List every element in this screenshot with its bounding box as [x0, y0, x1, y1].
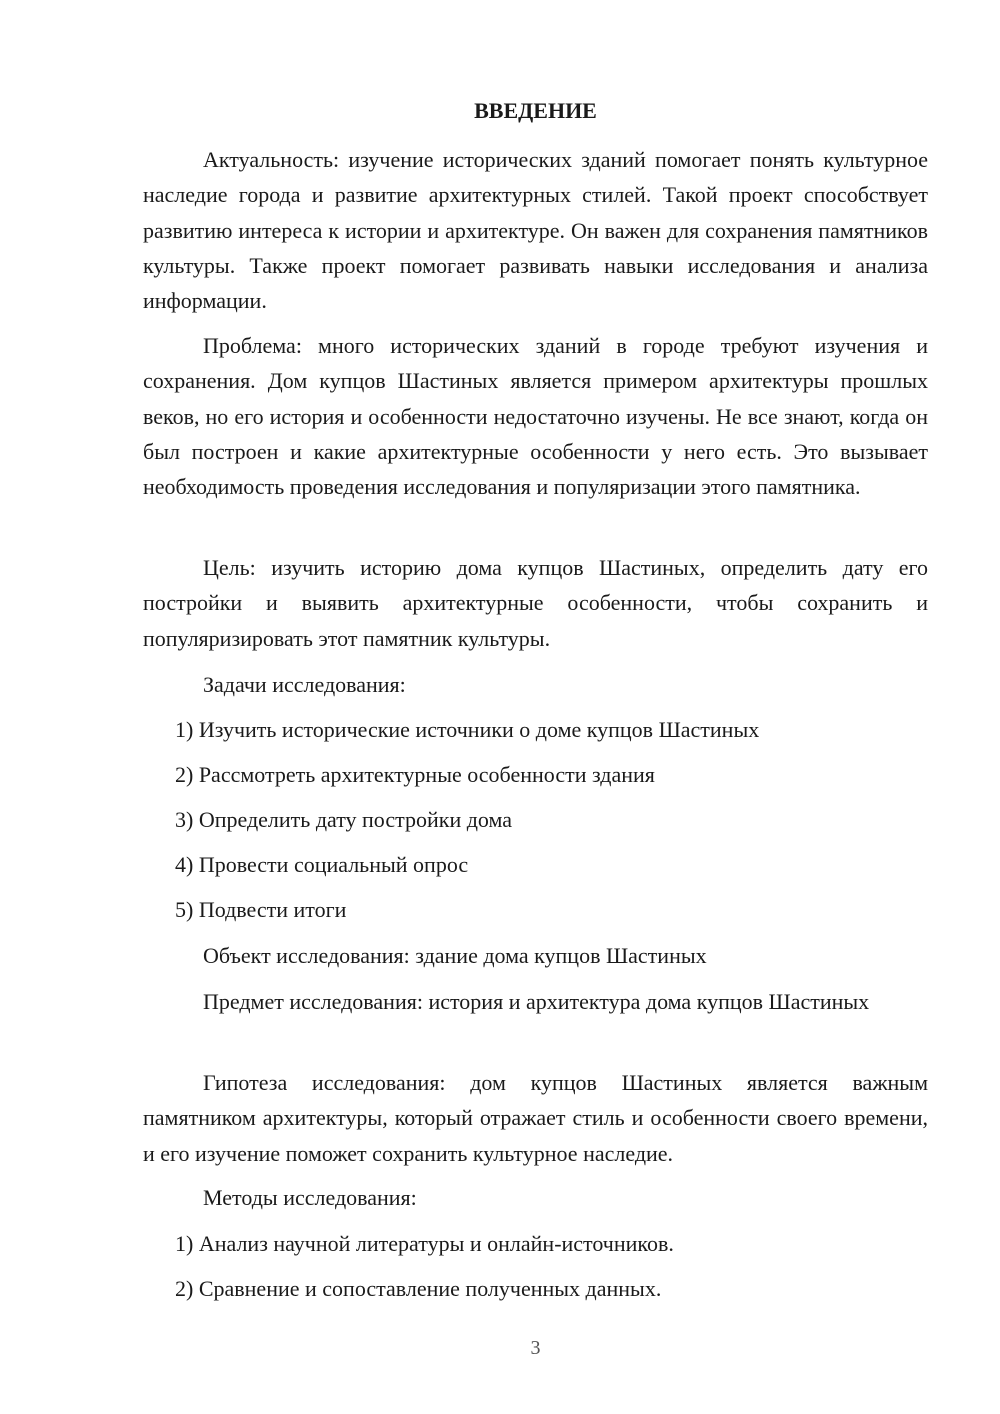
subject-paragraph: Предмет исследования: история и архитектура дома купцов Шастиных [203, 989, 870, 1014]
problem-paragraph: Проблема: много исторических зданий в городе требуют изучения и сохранения. Дом купцов Шастиных является примером архитектуры прошлых веков, но его история и особенности недостаточно изучены. Не все знают, когда он был построен и какие архитектурные особенности у него есть. Это вызывает необходимость проведения исследования и популяризации этого памятника. [143, 333, 928, 500]
document-page [143, 0, 928, 1414]
page-title: ВВЕДЕНИЕ [474, 98, 597, 123]
methods-heading: Методы исследования: [203, 1185, 417, 1210]
page-number: 3 [530, 1337, 541, 1359]
task-item-2: 2) Рассмотреть архитектурные особенности здания [175, 762, 655, 787]
method-item-2: 2) Сравнение и сопоставление полученных данных. [175, 1276, 662, 1301]
task-item-5: 5) Подвести итоги [175, 897, 347, 922]
hypothesis-paragraph: Гипотеза исследования: дом купцов Шастиных является важным памятником архитектуры, который отражает стиль и особенности своего времени, и его изучение поможет сохранить культурное наследие. [143, 1070, 928, 1166]
relevance-paragraph: Актуальность: изучение исторических зданий помогает понять культурное наследие города и развитие архитектурных стилей. Такой проект способствует развитию интереса к истории и архитектуре. Он важен для сохранения памятников культуры. Также проект помогает развивать навыки исследования и анализа информации. [143, 147, 928, 314]
task-item-3: 3) Определить дату постройки дома [175, 807, 513, 832]
task-item-1: 1) Изучить исторические источники о доме купцов Шастиных [175, 717, 760, 742]
tasks-heading: Задачи исследования: [203, 672, 406, 697]
task-item-4: 4) Провести социальный опрос [175, 852, 469, 877]
method-item-1: 1) Анализ научной литературы и онлайн-источников. [175, 1231, 674, 1256]
object-line: Объект исследования: здание дома купцов Шастиных [203, 943, 707, 968]
goal-paragraph: Цель: изучить историю дома купцов Шастиных, определить дату его постройки и выявить архитектурные особенности, чтобы сохранить и популяризировать этот памятник культуры. [143, 555, 928, 651]
